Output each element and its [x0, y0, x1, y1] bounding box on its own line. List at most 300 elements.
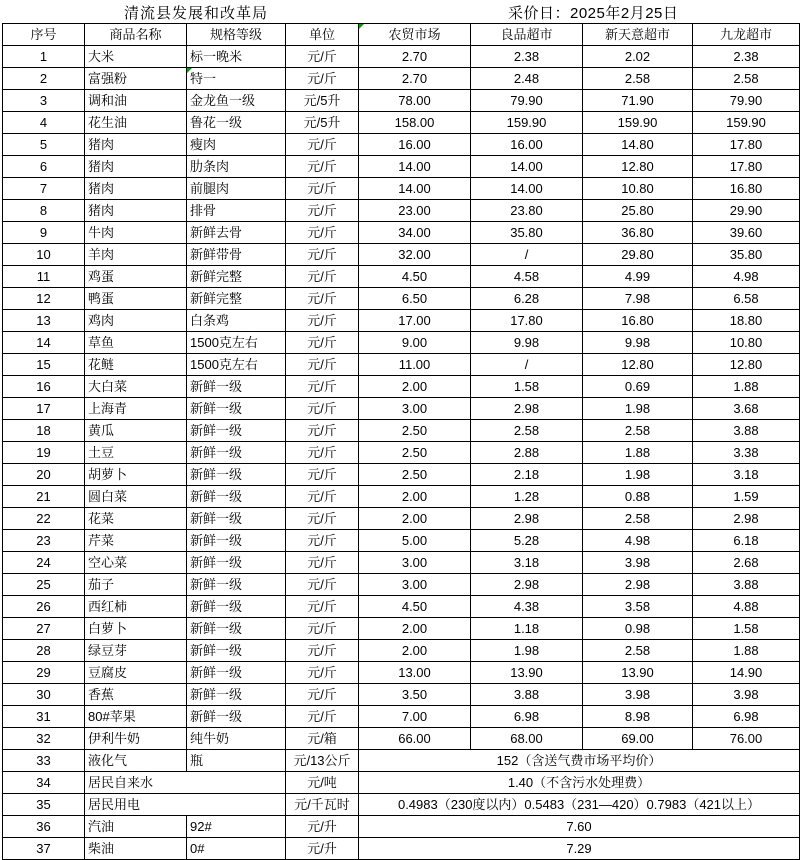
cell-price[interactable]: 71.90 [583, 90, 693, 112]
cell-price[interactable]: 12.80 [583, 354, 693, 376]
cell-product-name[interactable]: 空心菜 [85, 552, 187, 574]
cell-price[interactable]: / [471, 354, 583, 376]
cell-price[interactable]: 2.00 [359, 376, 471, 398]
cell-spec-grade[interactable]: 标一晚米 [187, 46, 286, 68]
cell-index[interactable]: 1 [3, 46, 85, 68]
price-table-body [3, 46, 800, 860]
cell-unit[interactable]: 元/斤 [286, 46, 359, 68]
cell-index[interactable]: 14 [3, 332, 85, 354]
cell-index[interactable]: 16 [3, 376, 85, 398]
cell-price[interactable]: 14.00 [359, 156, 471, 178]
cell-price[interactable]: 2.48 [471, 68, 583, 90]
cell-price[interactable]: 35.80 [693, 244, 800, 266]
cell-price[interactable]: 36.80 [583, 222, 693, 244]
cell-price[interactable]: 3.50 [359, 684, 471, 706]
cell-product-name[interactable]: 居民用电 [85, 794, 286, 816]
cell-spec-grade[interactable]: 特一 [187, 68, 286, 90]
cell-unit[interactable]: 元/5升 [286, 90, 359, 112]
cell-unit[interactable]: 元/斤 [286, 332, 359, 354]
cell-spec-grade[interactable]: 新鲜一级 [187, 398, 286, 420]
cell-spec-grade[interactable]: 新鲜完整 [187, 266, 286, 288]
cell-product-name[interactable]: 花菜 [85, 508, 187, 530]
cell-price[interactable]: 7.98 [583, 288, 693, 310]
cell-price[interactable]: 2.18 [471, 464, 583, 486]
cell-spec-grade[interactable]: 新鲜一级 [187, 574, 286, 596]
cell-product-name[interactable]: 猪肉 [85, 200, 187, 222]
cell-price[interactable]: 3.98 [693, 684, 800, 706]
cell-price[interactable]: 10.80 [693, 332, 800, 354]
cell-price[interactable]: 2.58 [693, 68, 800, 90]
cell-price[interactable]: 1.59 [693, 486, 800, 508]
cell-price[interactable]: 79.90 [693, 90, 800, 112]
cell-product-name[interactable]: 液化气 [85, 750, 187, 772]
cell-index[interactable]: 28 [3, 640, 85, 662]
cell-spec-grade[interactable]: 瓶 [187, 750, 286, 772]
cell-product-name[interactable]: 柴油 [85, 838, 187, 860]
cell-price[interactable]: 4.98 [693, 266, 800, 288]
cell-price[interactable]: / [471, 244, 583, 266]
cell-product-name[interactable]: 香蕉 [85, 684, 187, 706]
cell-price[interactable]: 14.90 [693, 662, 800, 684]
cell-unit[interactable]: 元/斤 [286, 684, 359, 706]
cell-unit[interactable]: 元/斤 [286, 354, 359, 376]
cell-spec-grade[interactable]: 鲁花一级 [187, 112, 286, 134]
cell-price[interactable]: 159.90 [693, 112, 800, 134]
cell-price[interactable]: 6.98 [693, 706, 800, 728]
cell-price[interactable]: 2.88 [471, 442, 583, 464]
cell-price[interactable]: 2.58 [583, 420, 693, 442]
cell-price[interactable]: 2.00 [359, 618, 471, 640]
cell-index[interactable]: 19 [3, 442, 85, 464]
cell-unit[interactable]: 元/斤 [286, 640, 359, 662]
cell-price[interactable]: 13.90 [471, 662, 583, 684]
cell-spec-grade[interactable]: 新鲜一级 [187, 464, 286, 486]
cell-price[interactable]: 3.68 [693, 398, 800, 420]
col-header-farmers-market[interactable] [359, 24, 471, 46]
col-header-index[interactable]: 序号 [3, 24, 85, 46]
cell-price[interactable]: 2.98 [471, 508, 583, 530]
cell-spec-grade[interactable]: 新鲜一级 [187, 530, 286, 552]
cell-unit[interactable]: 元/斤 [286, 222, 359, 244]
cell-price[interactable]: 14.80 [583, 134, 693, 156]
cell-index[interactable]: 3 [3, 90, 85, 112]
cell-unit[interactable]: 元/斤 [286, 398, 359, 420]
cell-product-name[interactable]: 伊利牛奶 [85, 728, 187, 750]
cell-price[interactable]: 3.88 [693, 420, 800, 442]
price-table [2, 23, 800, 860]
cell-price[interactable]: 2.98 [471, 398, 583, 420]
cell-index[interactable]: 23 [3, 530, 85, 552]
cell-product-name[interactable]: 圆白菜 [85, 486, 187, 508]
cell-spec-grade[interactable]: 92# [187, 816, 286, 838]
cell-price[interactable]: 4.50 [359, 596, 471, 618]
cell-price[interactable]: 5.28 [471, 530, 583, 552]
cell-price[interactable]: 12.80 [583, 156, 693, 178]
cell-spec-grade[interactable]: 新鲜一级 [187, 662, 286, 684]
cell-price[interactable]: 6.98 [471, 706, 583, 728]
cell-price[interactable]: 2.00 [359, 486, 471, 508]
cell-spec-grade[interactable]: 白条鸡 [187, 310, 286, 332]
cell-price[interactable]: 1.88 [583, 442, 693, 464]
cell-price[interactable]: 2.00 [359, 640, 471, 662]
cell-price[interactable]: 78.00 [359, 90, 471, 112]
col-header-xintianyi-supermarket[interactable]: 新天意超市 [583, 24, 693, 46]
cell-index[interactable]: 5 [3, 134, 85, 156]
cell-price[interactable]: 6.58 [693, 288, 800, 310]
cell-unit[interactable]: 元/13公斤 [286, 750, 359, 772]
cell-unit[interactable]: 元/斤 [286, 442, 359, 464]
cell-unit[interactable]: 元/斤 [286, 508, 359, 530]
cell-price[interactable]: 14.00 [471, 156, 583, 178]
cell-price[interactable]: 14.00 [471, 178, 583, 200]
cell-spec-grade[interactable]: 新鲜一级 [187, 552, 286, 574]
cell-product-name[interactable]: 黄瓜 [85, 420, 187, 442]
cell-price[interactable]: 10.80 [583, 178, 693, 200]
cell-price[interactable]: 0.88 [583, 486, 693, 508]
cell-product-name[interactable]: 猪肉 [85, 156, 187, 178]
cell-index[interactable]: 21 [3, 486, 85, 508]
cell-price[interactable]: 16.80 [583, 310, 693, 332]
cell-unit[interactable]: 元/斤 [286, 134, 359, 156]
cell-unit[interactable]: 元/斤 [286, 244, 359, 266]
cell-unit[interactable]: 元/斤 [286, 552, 359, 574]
cell-spec-grade[interactable]: 新鲜一级 [187, 684, 286, 706]
cell-index[interactable]: 37 [3, 838, 85, 860]
cell-price[interactable]: 2.58 [583, 508, 693, 530]
cell-spec-grade[interactable]: 新鲜去骨 [187, 222, 286, 244]
cell-product-name[interactable]: 茄子 [85, 574, 187, 596]
cell-index[interactable]: 36 [3, 816, 85, 838]
cell-product-name[interactable]: 大白菜 [85, 376, 187, 398]
cell-price[interactable]: 1.98 [583, 398, 693, 420]
cell-price[interactable]: 29.80 [583, 244, 693, 266]
cell-merged-price[interactable]: 1.40（不含污水处理费） [359, 772, 800, 794]
cell-price[interactable]: 0.69 [583, 376, 693, 398]
cell-unit[interactable]: 元/斤 [286, 486, 359, 508]
cell-price[interactable]: 3.00 [359, 398, 471, 420]
cell-merged-price[interactable]: 0.4983（230度以内）0.5483（231—420）0.7983（421以上） [359, 794, 800, 816]
cell-price[interactable]: 2.50 [359, 464, 471, 486]
cell-unit[interactable]: 元/斤 [286, 178, 359, 200]
cell-index[interactable]: 35 [3, 794, 85, 816]
cell-price[interactable]: 3.58 [583, 596, 693, 618]
cell-price[interactable]: 39.60 [693, 222, 800, 244]
cell-price[interactable]: 9.00 [359, 332, 471, 354]
cell-price[interactable]: 2.50 [359, 442, 471, 464]
cell-price[interactable]: 0.98 [583, 618, 693, 640]
cell-spec-grade[interactable]: 金龙鱼一级 [187, 90, 286, 112]
cell-product-name[interactable]: 羊肉 [85, 244, 187, 266]
cell-price[interactable]: 9.98 [471, 332, 583, 354]
cell-product-name[interactable]: 鸡肉 [85, 310, 187, 332]
cell-price[interactable]: 68.00 [471, 728, 583, 750]
cell-price[interactable]: 17.00 [359, 310, 471, 332]
cell-spec-grade[interactable]: 1500克左右 [187, 332, 286, 354]
cell-spec-grade[interactable]: 新鲜一级 [187, 640, 286, 662]
col-header-product-name[interactable]: 商品名称 [85, 24, 187, 46]
cell-price[interactable]: 16.80 [693, 178, 800, 200]
cell-index[interactable]: 17 [3, 398, 85, 420]
cell-product-name[interactable]: 绿豆芽 [85, 640, 187, 662]
cell-spec-grade[interactable]: 新鲜完整 [187, 288, 286, 310]
cell-index[interactable]: 2 [3, 68, 85, 90]
cell-unit[interactable]: 元/斤 [286, 574, 359, 596]
table-row [3, 134, 800, 156]
cell-merged-price[interactable]: 152（含送气费市场平均价） [359, 750, 800, 772]
cell-unit[interactable]: 元/千瓦时 [286, 794, 359, 816]
table-row [3, 310, 800, 332]
cell-spec-grade[interactable]: 新鲜带骨 [187, 244, 286, 266]
cell-product-name[interactable]: 豆腐皮 [85, 662, 187, 684]
cell-product-name[interactable]: 土豆 [85, 442, 187, 464]
cell-price[interactable]: 16.00 [359, 134, 471, 156]
cell-product-name[interactable]: 白萝卜 [85, 618, 187, 640]
cell-price[interactable]: 17.80 [471, 310, 583, 332]
cell-price[interactable]: 79.90 [471, 90, 583, 112]
cell-unit[interactable]: 元/箱 [286, 728, 359, 750]
cell-price[interactable]: 2.00 [359, 508, 471, 530]
table-header-row [3, 24, 800, 46]
cell-unit[interactable]: 元/斤 [286, 706, 359, 728]
cell-product-name[interactable]: 大米 [85, 46, 187, 68]
cell-spec-grade[interactable]: 纯牛奶 [187, 728, 286, 750]
cell-price[interactable]: 11.00 [359, 354, 471, 376]
cell-product-name[interactable]: 猪肉 [85, 134, 187, 156]
cell-unit[interactable]: 元/斤 [286, 266, 359, 288]
cell-price[interactable]: 12.80 [693, 354, 800, 376]
cell-index[interactable]: 9 [3, 222, 85, 244]
cell-price[interactable]: 2.68 [693, 552, 800, 574]
cell-price[interactable]: 1.98 [471, 640, 583, 662]
cell-price[interactable]: 2.38 [471, 46, 583, 68]
cell-price[interactable]: 14.00 [359, 178, 471, 200]
cell-spec-grade[interactable]: 新鲜一级 [187, 442, 286, 464]
cell-spec-grade[interactable]: 新鲜一级 [187, 486, 286, 508]
cell-price[interactable]: 3.00 [359, 552, 471, 574]
cell-product-name[interactable]: 富强粉 [85, 68, 187, 90]
cell-unit[interactable]: 元/斤 [286, 156, 359, 178]
cell-price[interactable]: 3.88 [693, 574, 800, 596]
cell-product-name[interactable]: 上海青 [85, 398, 187, 420]
cell-price[interactable]: 7.00 [359, 706, 471, 728]
cell-price[interactable]: 16.00 [471, 134, 583, 156]
cell-unit[interactable]: 元/吨 [286, 772, 359, 794]
cell-price[interactable]: 4.98 [583, 530, 693, 552]
cell-unit[interactable]: 元/斤 [286, 310, 359, 332]
cell-unit[interactable]: 元/斤 [286, 68, 359, 90]
cell-unit[interactable]: 元/升 [286, 838, 359, 860]
cell-price[interactable]: 2.98 [471, 574, 583, 596]
cell-product-name[interactable]: 西红柿 [85, 596, 187, 618]
cell-price[interactable]: 2.98 [693, 508, 800, 530]
cell-index[interactable]: 15 [3, 354, 85, 376]
table-row [3, 816, 800, 838]
cell-product-name[interactable]: 花鲢 [85, 354, 187, 376]
table-row [3, 464, 800, 486]
cell-index[interactable]: 24 [3, 552, 85, 574]
cell-price[interactable]: 76.00 [693, 728, 800, 750]
cell-price[interactable]: 4.99 [583, 266, 693, 288]
cell-unit[interactable]: 元/斤 [286, 200, 359, 222]
cell-index[interactable]: 22 [3, 508, 85, 530]
cell-product-name[interactable]: 调和油 [85, 90, 187, 112]
cell-price[interactable]: 3.98 [583, 684, 693, 706]
cell-merged-price[interactable]: 7.60 [359, 816, 800, 838]
cell-spec-grade[interactable]: 新鲜一级 [187, 618, 286, 640]
cell-unit[interactable]: 元/斤 [286, 596, 359, 618]
cell-unit[interactable]: 元/斤 [286, 288, 359, 310]
cell-price[interactable]: 2.38 [693, 46, 800, 68]
cell-index[interactable]: 7 [3, 178, 85, 200]
cell-index[interactable]: 32 [3, 728, 85, 750]
cell-product-name[interactable]: 鸡蛋 [85, 266, 187, 288]
cell-unit[interactable]: 元/5升 [286, 112, 359, 134]
cell-unit[interactable]: 元/斤 [286, 618, 359, 640]
cell-price[interactable]: 158.00 [359, 112, 471, 134]
cell-spec-grade[interactable]: 0# [187, 838, 286, 860]
cell-index[interactable]: 29 [3, 662, 85, 684]
cell-price[interactable]: 3.18 [471, 552, 583, 574]
cell-price[interactable]: 17.80 [693, 134, 800, 156]
col-header-liangpin-supermarket[interactable]: 良品超市 [471, 24, 583, 46]
cell-price[interactable]: 159.90 [583, 112, 693, 134]
cell-price[interactable]: 23.00 [359, 200, 471, 222]
cell-spec-grade[interactable]: 新鲜一级 [187, 420, 286, 442]
cell-price[interactable]: 2.58 [471, 420, 583, 442]
cell-unit[interactable]: 元/斤 [286, 530, 359, 552]
cell-index[interactable]: 20 [3, 464, 85, 486]
cell-price[interactable]: 32.00 [359, 244, 471, 266]
cell-price[interactable]: 29.90 [693, 200, 800, 222]
cell-spec-grade[interactable]: 前腿肉 [187, 178, 286, 200]
cell-price[interactable]: 3.38 [693, 442, 800, 464]
cell-index[interactable]: 25 [3, 574, 85, 596]
col-header-unit[interactable]: 单位 [286, 24, 359, 46]
table-row [3, 332, 800, 354]
cell-price[interactable]: 6.50 [359, 288, 471, 310]
col-header-spec-grade[interactable]: 规格等级 [187, 24, 286, 46]
cell-spec-grade[interactable]: 肋条肉 [187, 156, 286, 178]
cell-index[interactable]: 27 [3, 618, 85, 640]
cell-product-name[interactable]: 鸭蛋 [85, 288, 187, 310]
cell-unit[interactable]: 元/斤 [286, 376, 359, 398]
cell-price[interactable]: 1.98 [583, 464, 693, 486]
cell-price[interactable]: 1.58 [693, 618, 800, 640]
cell-index[interactable]: 8 [3, 200, 85, 222]
table-row [3, 398, 800, 420]
cell-price[interactable]: 2.50 [359, 420, 471, 442]
cell-index[interactable]: 11 [3, 266, 85, 288]
cell-index[interactable]: 34 [3, 772, 85, 794]
cell-price[interactable]: 4.38 [471, 596, 583, 618]
cell-spec-grade[interactable]: 新鲜一级 [187, 706, 286, 728]
cell-index[interactable]: 33 [3, 750, 85, 772]
cell-product-name[interactable]: 汽油 [85, 816, 187, 838]
cell-price[interactable]: 9.98 [583, 332, 693, 354]
cell-price[interactable]: 1.88 [693, 640, 800, 662]
cell-spec-grade[interactable]: 新鲜一级 [187, 508, 286, 530]
cell-price[interactable]: 1.28 [471, 486, 583, 508]
cell-price[interactable]: 8.98 [583, 706, 693, 728]
cell-price[interactable]: 23.80 [471, 200, 583, 222]
cell-price[interactable]: 5.00 [359, 530, 471, 552]
cell-price[interactable]: 3.18 [693, 464, 800, 486]
col-header-farmers-market-label: 农贸市场 [388, 27, 441, 42]
cell-price[interactable]: 13.90 [583, 662, 693, 684]
cell-product-name[interactable]: 猪肉 [85, 178, 187, 200]
cell-index[interactable]: 10 [3, 244, 85, 266]
cell-price[interactable]: 13.00 [359, 662, 471, 684]
cell-spec-grade[interactable]: 新鲜一级 [187, 376, 286, 398]
cell-index[interactable]: 12 [3, 288, 85, 310]
cell-price[interactable]: 2.58 [583, 68, 693, 90]
cell-product-name[interactable]: 居民自来水 [85, 772, 286, 794]
cell-index[interactable]: 31 [3, 706, 85, 728]
cell-spec-grade[interactable]: 1500克左右 [187, 354, 286, 376]
cell-price[interactable]: 17.80 [693, 156, 800, 178]
cell-index[interactable]: 26 [3, 596, 85, 618]
cell-product-name[interactable]: 胡萝卜 [85, 464, 187, 486]
cell-price[interactable]: 3.98 [583, 552, 693, 574]
cell-price[interactable]: 1.88 [693, 376, 800, 398]
cell-product-name[interactable]: 草鱼 [85, 332, 187, 354]
cell-unit[interactable]: 元/斤 [286, 420, 359, 442]
cell-price[interactable]: 35.80 [471, 222, 583, 244]
cell-merged-price[interactable]: 7.29 [359, 838, 800, 860]
cell-product-name[interactable]: 牛肉 [85, 222, 187, 244]
cell-price[interactable]: 2.58 [583, 640, 693, 662]
cell-index[interactable]: 4 [3, 112, 85, 134]
cell-price[interactable]: 159.90 [471, 112, 583, 134]
cell-product-name[interactable]: 80#苹果 [85, 706, 187, 728]
cell-price[interactable]: 1.58 [471, 376, 583, 398]
cell-price[interactable]: 66.00 [359, 728, 471, 750]
cell-product-name[interactable]: 芹菜 [85, 530, 187, 552]
table-row [3, 266, 800, 288]
cell-price[interactable]: 1.18 [471, 618, 583, 640]
cell-price[interactable]: 3.00 [359, 574, 471, 596]
cell-unit[interactable]: 元/斤 [286, 662, 359, 684]
table-row [3, 68, 800, 90]
cell-price[interactable]: 6.18 [693, 530, 800, 552]
cell-price[interactable]: 2.02 [583, 46, 693, 68]
cell-price[interactable]: 18.80 [693, 310, 800, 332]
cell-product-name[interactable]: 花生油 [85, 112, 187, 134]
cell-index[interactable]: 13 [3, 310, 85, 332]
cell-spec-grade[interactable]: 新鲜一级 [187, 596, 286, 618]
cell-price[interactable]: 4.58 [471, 266, 583, 288]
cell-price[interactable]: 4.88 [693, 596, 800, 618]
col-header-jiulong-supermarket[interactable]: 九龙超市 [693, 24, 800, 46]
cell-price[interactable]: 2.98 [583, 574, 693, 596]
cell-price[interactable]: 2.70 [359, 68, 471, 90]
cell-unit[interactable]: 元/斤 [286, 464, 359, 486]
cell-price[interactable]: 25.80 [583, 200, 693, 222]
cell-price[interactable]: 2.70 [359, 46, 471, 68]
cell-price[interactable]: 6.28 [471, 288, 583, 310]
cell-price[interactable]: 3.88 [471, 684, 583, 706]
cell-index[interactable]: 18 [3, 420, 85, 442]
cell-price[interactable]: 4.50 [359, 266, 471, 288]
cell-unit[interactable]: 元/升 [286, 816, 359, 838]
cell-price[interactable]: 69.00 [583, 728, 693, 750]
cell-index[interactable]: 6 [3, 156, 85, 178]
cell-spec-grade[interactable]: 排骨 [187, 200, 286, 222]
cell-price[interactable]: 34.00 [359, 222, 471, 244]
table-row [3, 112, 800, 134]
cell-spec-grade[interactable]: 瘦肉 [187, 134, 286, 156]
cell-index[interactable]: 30 [3, 684, 85, 706]
